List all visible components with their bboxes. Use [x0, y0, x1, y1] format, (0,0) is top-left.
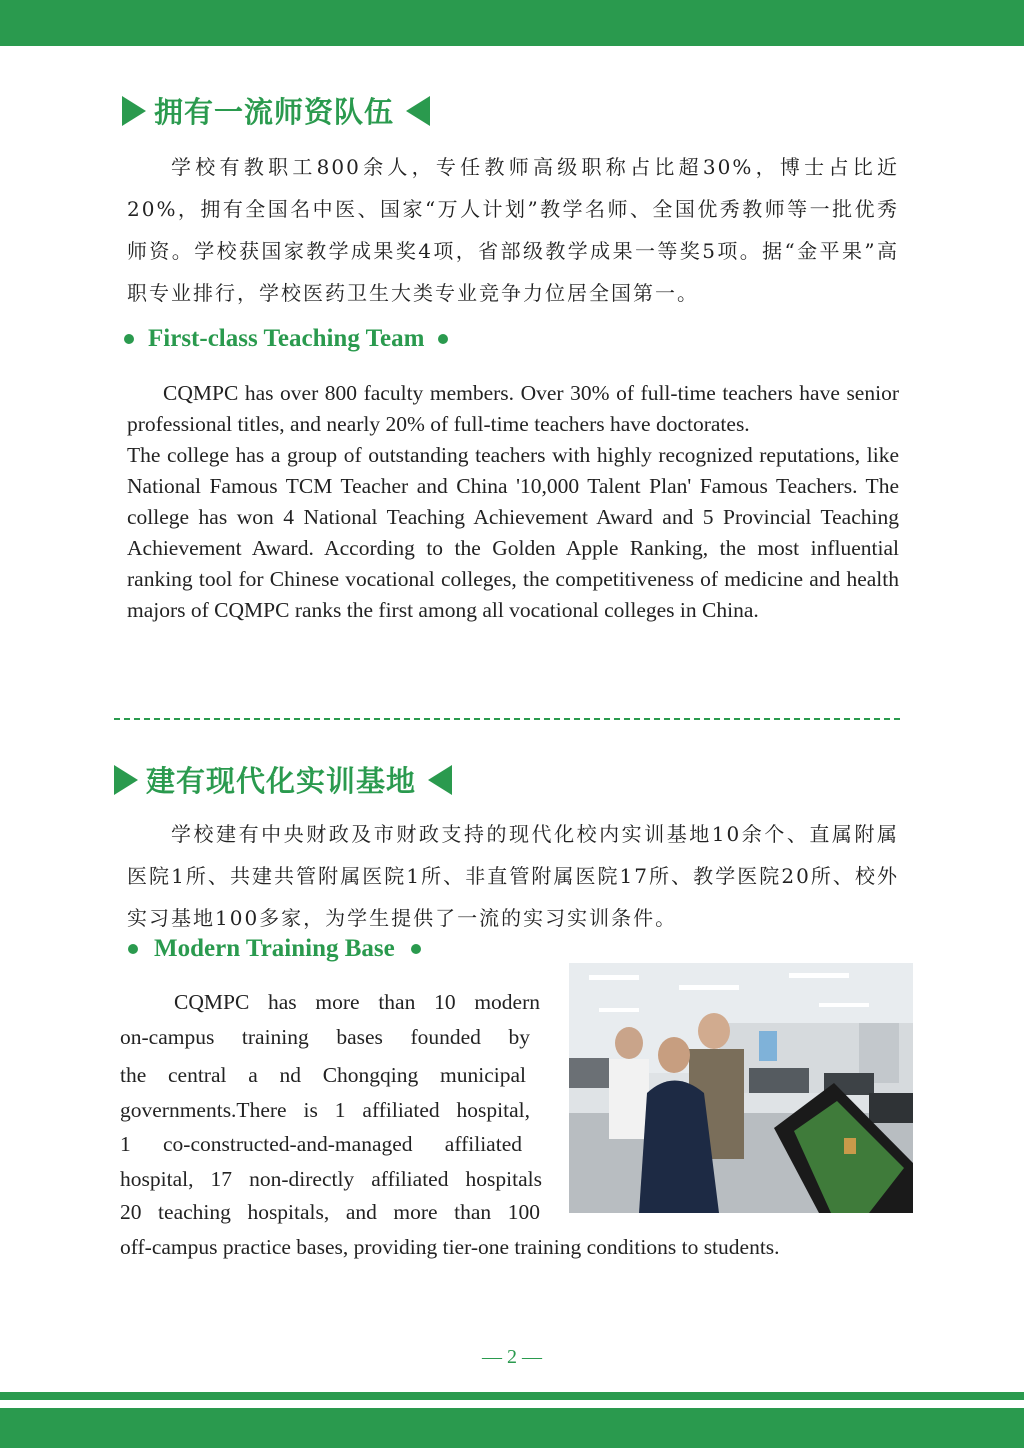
section2-en-line-8: off-campus practice bases, providing tier-one training conditions to students. — [120, 1235, 780, 1259]
bullet-dot-icon — [438, 334, 448, 344]
page-number: — 2 — — [482, 1346, 542, 1368]
section1-en-heading — [124, 325, 448, 353]
section2-en-line — [120, 1164, 542, 1195]
section2-en-line — [120, 1129, 522, 1160]
section2-en-line-4: governments.There is 1 affiliated hospital, — [120, 1098, 530, 1122]
section2-en-line-3: the central a nd Chongqing municipal — [120, 1063, 526, 1087]
triangle-left-icon — [428, 765, 452, 795]
section2-en-line-1: CQMPC has more than 10 modern — [174, 990, 540, 1014]
section2-en-title: Modern Training Base — [154, 935, 395, 962]
section1-en-text — [127, 378, 899, 626]
section1-cn-heading — [122, 90, 430, 131]
section2-en-line-7: 20 teaching hospitals, and more than 100 — [120, 1200, 540, 1224]
triangle-right-icon — [122, 96, 146, 126]
section1-en-title: First-class Teaching Team — [148, 325, 425, 352]
section2-cn-paragraph: 学校建有中央财政及市财政支持的现代化校内实训基地10余个、直属附属医院1所、共建共管附属医院1所、非直管附属医院17所、教学医院20所、校外实习基地100多家，为学生提供了一流的实习实训条件。 — [127, 822, 899, 930]
bullet-dot-icon — [411, 944, 421, 954]
section2-cn-title: 建有现代化实训基地 — [146, 764, 417, 798]
section1-en-paragraph-1: CQMPC has over 800 faculty members. Over 30% of full-time teachers have senior professional titles, and nearly 20% of full-time teachers have doctorates. — [127, 381, 899, 436]
section2-cn-paragraph-block — [127, 813, 899, 939]
section2-en-line — [120, 1095, 530, 1126]
section2-cn-heading — [114, 759, 452, 800]
section2-en-line — [120, 1197, 540, 1228]
section2-en-line — [120, 1022, 530, 1053]
section2-en-line — [120, 1232, 900, 1263]
dashed-divider — [114, 718, 900, 720]
section2-en-line-5: 1 co-constructed-and-managed affiliated — [120, 1132, 522, 1156]
section1-cn-title: 拥有一流师资队伍 — [154, 95, 395, 129]
bullet-dot-icon — [124, 334, 134, 344]
section1-cn-paragraph: 学校有教职工800余人，专任教师高级职称占比超30%，博士占比近20%，拥有全国名中医、国家“万人计划”教学名师、全国优秀教师等一批优秀师资。学校获国家教学成果奖4项，省部级教学成果一等奖5项。据“金平果”高职专业排行，学校医药卫生大类专业竞争力位居全国第一。 — [127, 155, 899, 305]
section2-en-line-6: hospital, 17 non-directly affiliated hospitals — [120, 1167, 542, 1191]
top-banner-bar — [0, 0, 1024, 46]
section1-en-paragraph-2: The college has a group of outstanding teachers with highly recognized reputations, like National Famous TCM Teacher and China '10,000 Talent Plan' Famous Teachers. The college has won 4 National Teaching Achievement Award and 5 Provincial Teaching Achievement Award. According to the Golden Apple Ranking, the most influential ranking tool for Chinese vocational colleges, the competitiveness of medicine and health majors of CQMPC ranks the first among all vocational colleges in China. — [127, 443, 899, 622]
section2-en-line — [120, 987, 540, 1018]
bullet-dot-icon — [128, 944, 138, 954]
training-lab-photo — [569, 963, 913, 1213]
triangle-left-icon — [406, 96, 430, 126]
section2-en-line — [120, 1060, 526, 1091]
triangle-right-icon — [114, 765, 138, 795]
bottom-banner-bar — [0, 1408, 1024, 1448]
section1-cn-paragraph-block — [127, 146, 899, 314]
section2-en-line-2: on-campus training bases founded by — [120, 1025, 530, 1049]
bottom-thin-bar — [0, 1392, 1024, 1400]
section2-en-heading — [128, 935, 421, 963]
